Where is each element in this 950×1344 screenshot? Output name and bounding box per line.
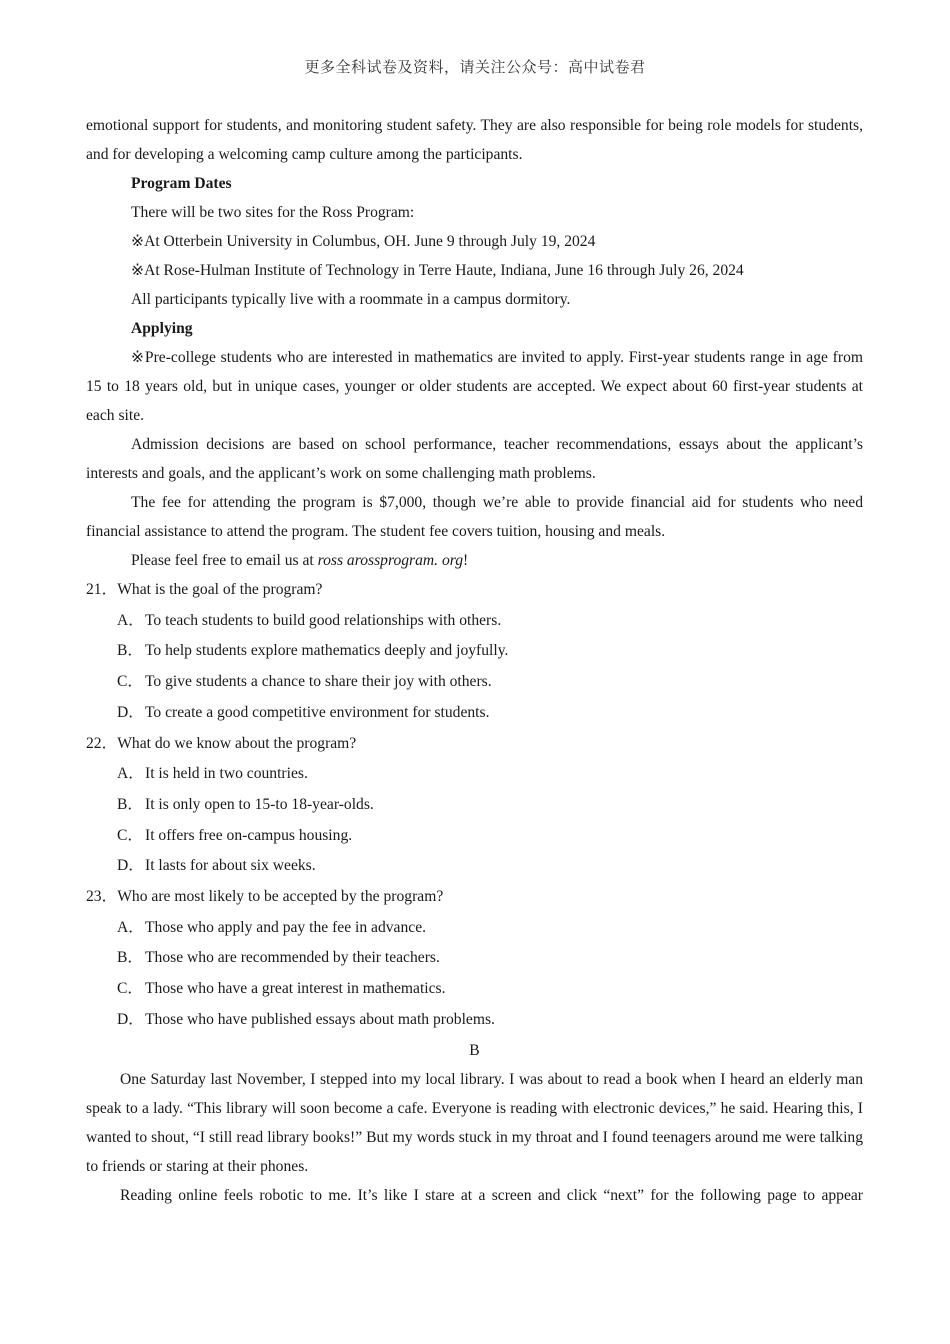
option-a	[86, 759, 863, 790]
option-text: To create a good competitive environment for students.	[145, 703, 490, 721]
option-c	[86, 821, 863, 852]
contact-suffix: !	[463, 552, 469, 569]
option-text: To give students a chance to share their joy with others.	[145, 673, 492, 691]
option-text: It lasts for about six weeks.	[145, 857, 316, 875]
page-header: 更多全科试卷及资料，请关注公众号：高中试卷君	[304, 60, 646, 76]
program-dates-heading: Program Dates	[131, 175, 232, 192]
option-text: It is held in two countries.	[145, 765, 308, 783]
option-text: It offers free on-campus housing.	[145, 826, 353, 844]
option-text: Those who have published essays about math problems.	[145, 1010, 495, 1028]
site-otterbein: ※At Otterbein University in Columbus, OH. June 9 through July 19, 2024	[131, 233, 596, 250]
option-c	[86, 667, 863, 698]
question-stem	[86, 729, 863, 760]
document-body	[86, 111, 863, 1210]
applying-contact	[86, 546, 863, 575]
question-number: 21．	[86, 581, 118, 598]
question-stem	[86, 575, 863, 606]
option-text: To help students explore mathematics deeply and joyfully.	[145, 642, 509, 660]
option-letter: B．	[117, 795, 143, 813]
question-stem	[86, 882, 863, 913]
option-c	[86, 974, 863, 1005]
question-number: 23．	[86, 888, 118, 906]
site-rose-hulman: ※At Rose-Hulman Institute of Technology in Terre Haute, Indiana, June 16 through July 26, 2024	[131, 262, 744, 279]
option-text: To teach students to build good relationships with others.	[145, 611, 502, 629]
question-text: What do we know about the program?	[117, 734, 357, 752]
option-letter: C．	[117, 980, 143, 998]
passage-b-label: B	[469, 1041, 480, 1059]
option-a	[86, 913, 863, 944]
option-b	[86, 790, 863, 821]
applying-heading: Applying	[131, 320, 193, 337]
option-letter: D．	[117, 1010, 144, 1028]
option-letter: D．	[117, 703, 144, 721]
option-letter: C．	[117, 826, 143, 844]
option-text: Those who apply and pay the fee in advance.	[145, 918, 427, 936]
option-a	[86, 606, 863, 637]
program-dates-intro: There will be two sites for the Ross Program:	[131, 204, 415, 221]
option-letter: A．	[117, 918, 144, 936]
contact-prefix: Please feel free to email us at	[131, 552, 318, 569]
applying-fee: The fee for attending the program is $7,000, though we’re able to provide financial aid for students who need financial assistance to attend the program. The student fee covers tuition, housing and meals.	[86, 494, 863, 540]
option-letter: A．	[117, 611, 144, 629]
applying-admission: Admission decisions are based on school performance, teacher recommendations, essays about the applicant’s interests and goals, and the applicant’s work on some challenging math problems.	[86, 436, 863, 482]
passage-a-intro-continuation: emotional support for students, and monitoring student safety. They are also responsible for being role models for students, and for developing a welcoming camp culture among the participants.	[86, 117, 863, 163]
passage-b-paragraph-2: Reading online feels robotic to me. It’s like I stare at a screen and click “next” for the following page to appear	[120, 1186, 863, 1204]
option-letter: B．	[117, 642, 143, 660]
option-b	[86, 943, 863, 974]
question-23	[86, 882, 863, 1036]
option-text: Those who are recommended by their teachers.	[145, 949, 440, 967]
question-text: Who are most likely to be accepted by the program?	[117, 888, 444, 906]
question-text: What is the goal of the program?	[117, 581, 323, 598]
passage-b-paragraph-1: One Saturday last November, I stepped into my local library. I was about to read a book when I heard an elderly man speak to a lady. “This library will soon become a cafe. Everyone is reading with electronic devices,” he said. Hearing this, I wanted to shout, “I still read library books!” But my words stuck in my throat and I found teenagers around me were talking to friends or staring at their phones.	[86, 1070, 863, 1175]
option-d	[86, 698, 863, 729]
housing-note: All participants typically live with a roommate in a campus dormitory.	[131, 291, 571, 308]
option-b	[86, 636, 863, 667]
contact-email: ross arossprogram. org	[317, 552, 464, 569]
option-text: It is only open to 15-to 18-year-olds.	[145, 795, 374, 813]
option-text: Those who have a great interest in mathematics.	[145, 980, 446, 998]
option-d	[86, 851, 863, 882]
question-22	[86, 729, 863, 883]
option-letter: B．	[117, 949, 143, 967]
question-21	[86, 575, 863, 729]
applying-eligibility: ※Pre-college students who are interested in mathematics are invited to apply. First-year students range in age from 15 to 18 years old, but in unique cases, younger or older students are accepted. We expect about 60 first-year students at each site.	[86, 349, 863, 424]
option-d	[86, 1005, 863, 1036]
option-letter: A．	[117, 765, 144, 783]
question-number: 22．	[86, 734, 118, 752]
option-letter: C．	[117, 673, 143, 691]
option-letter: D．	[117, 857, 144, 875]
